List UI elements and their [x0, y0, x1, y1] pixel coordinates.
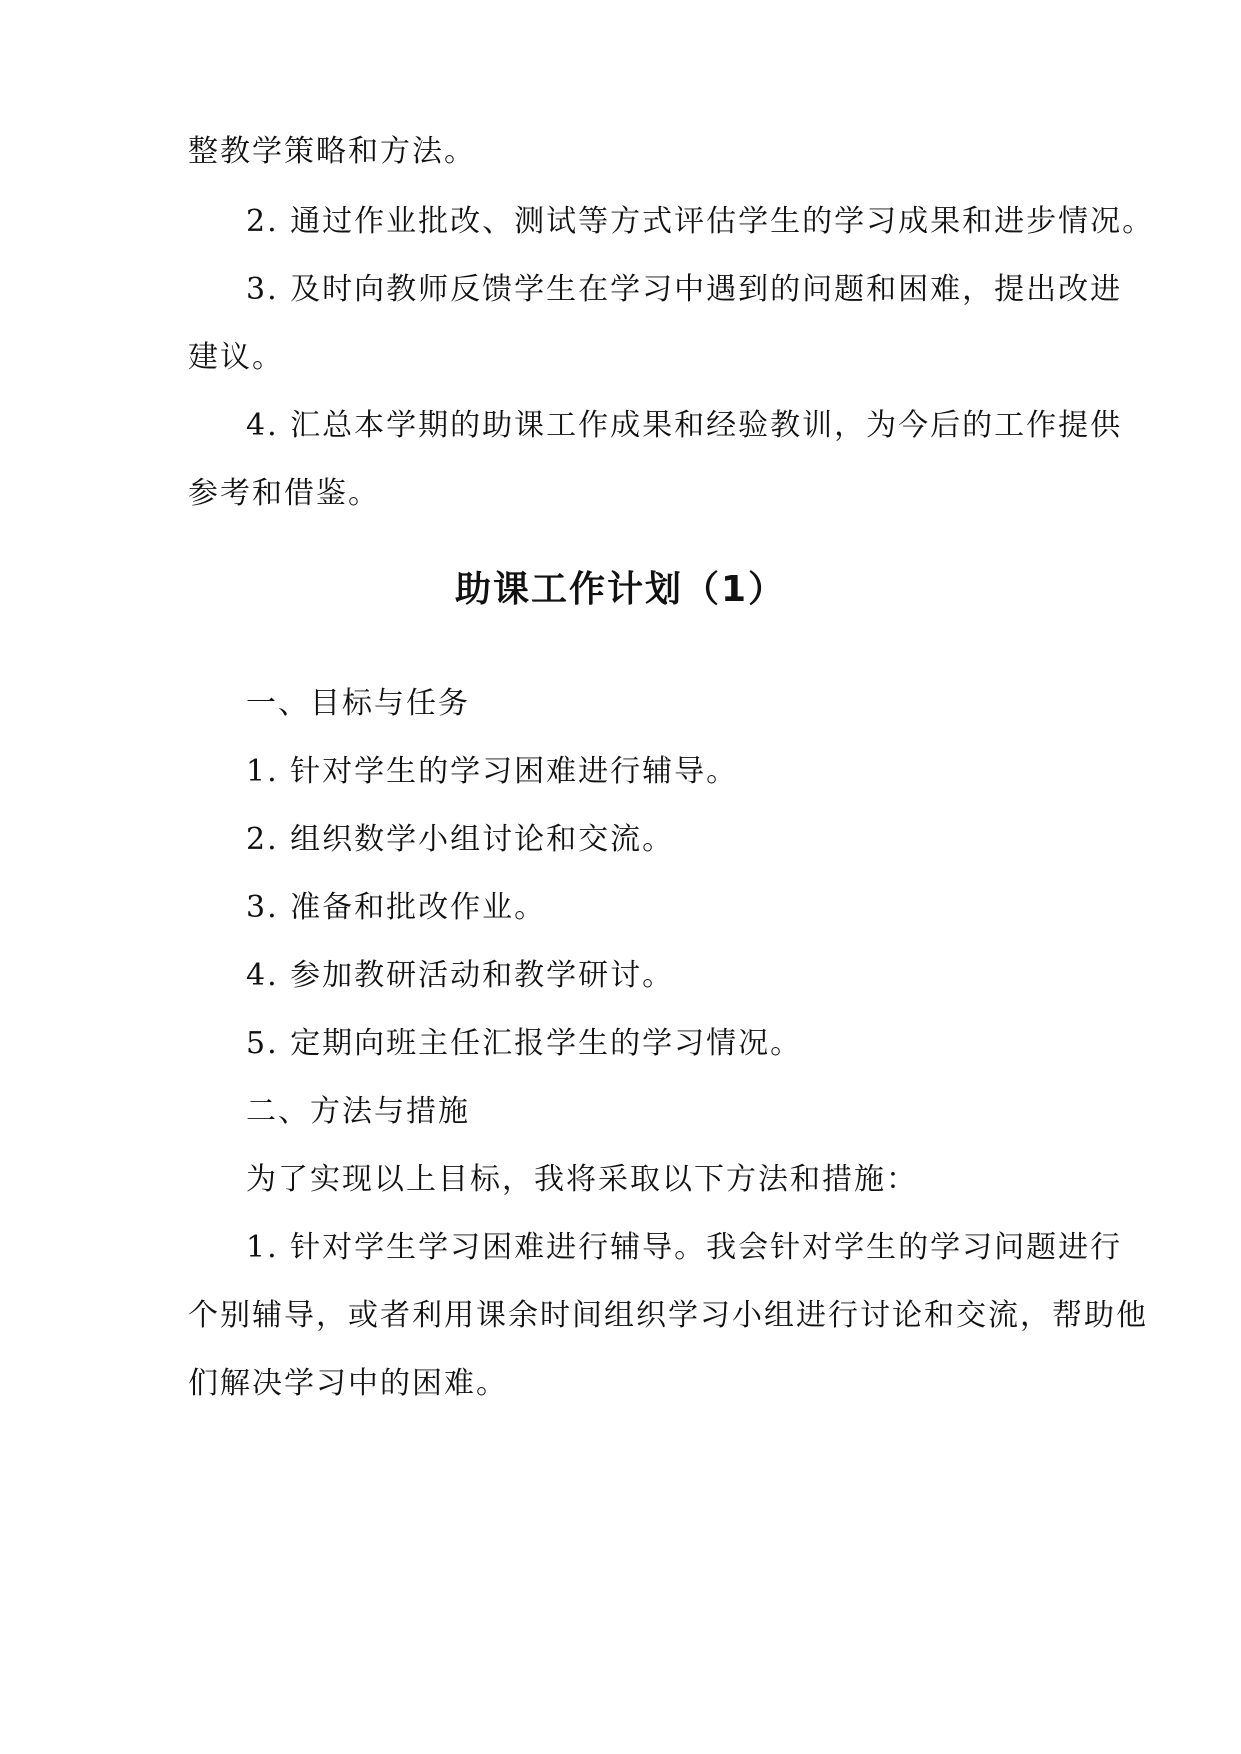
list-item: 4. 参加教研活动和教学研讨。	[246, 958, 675, 993]
list-item: 4. 汇总本学期的助课工作成果和经验教训，为今后的工作提供	[246, 408, 1123, 443]
document-title: 助课工作计划（1）	[454, 569, 787, 610]
paragraph-line: 们解决学习中的困难。	[188, 1366, 508, 1401]
list-item: 3. 准备和批改作业。	[246, 890, 547, 925]
paragraph-line: 为了实现以上目标，我将采取以下方法和措施：	[246, 1162, 918, 1197]
paragraph-line: 建议。	[188, 340, 284, 375]
list-item: 1. 针对学生的学习困难进行辅导。	[246, 754, 739, 789]
section-heading: 一、目标与任务	[246, 686, 470, 721]
paragraph-line: 整教学策略和方法。	[188, 134, 476, 169]
list-item: 5. 定期向班主任汇报学生的学习情况。	[246, 1026, 803, 1061]
paragraph-line: 个别辅导，或者利用课余时间组织学习小组进行讨论和交流，帮助他	[188, 1298, 1148, 1333]
list-item: 3. 及时向教师反馈学生在学习中遇到的问题和困难，提出改进	[246, 272, 1123, 307]
paragraph-line: 参考和借鉴。	[188, 476, 380, 511]
list-item: 2. 组织数学小组讨论和交流。	[246, 822, 675, 857]
list-item: 1. 针对学生学习困难进行辅导。我会针对学生的学习问题进行	[246, 1230, 1123, 1265]
section-heading: 二、方法与措施	[246, 1094, 470, 1129]
list-item: 2. 通过作业批改、测试等方式评估学生的学习成果和进步情况。	[246, 204, 1155, 239]
